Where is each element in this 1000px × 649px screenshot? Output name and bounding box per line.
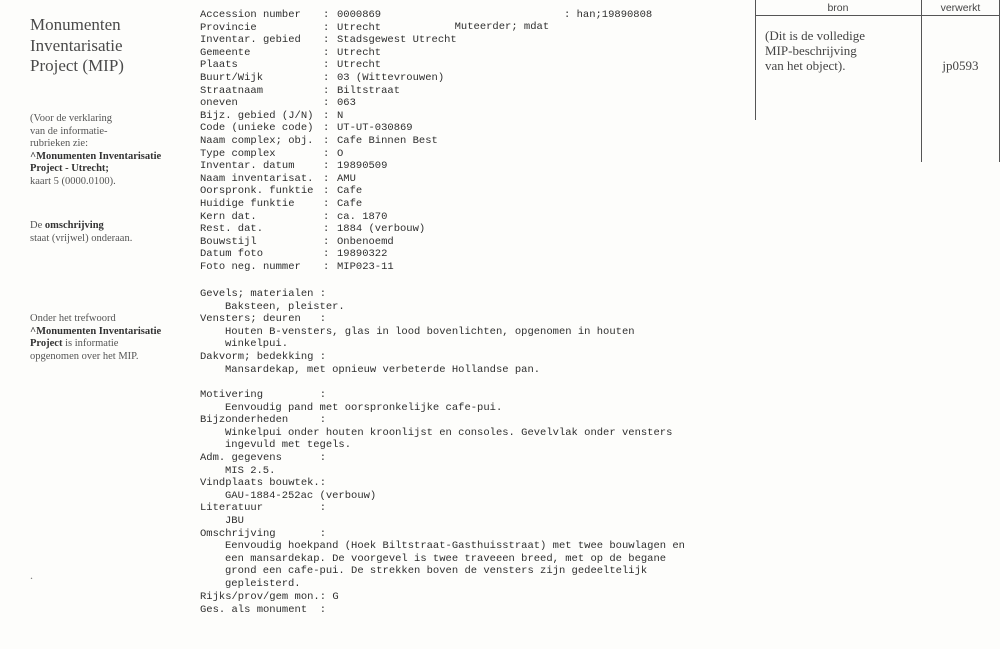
- section-heading: Vensters; deuren :: [200, 313, 327, 326]
- field-value: AMU: [337, 172, 356, 185]
- section-heading: Omschrijving :: [200, 527, 327, 540]
- field-value: 063: [337, 97, 356, 110]
- field-value: Utrecht: [337, 46, 382, 59]
- muteerder-field: [442, 9, 653, 45]
- title-line: Project (MIP): [30, 56, 124, 75]
- field-colon: :: [323, 122, 330, 135]
- field-value: Biltstraat: [337, 84, 401, 97]
- field-value: ca. 1870: [337, 210, 388, 223]
- field-colon: :: [323, 260, 330, 273]
- field-value: Cafe: [337, 197, 363, 210]
- title-line: Monumenten: [30, 15, 121, 34]
- section-text: gepleisterd.: [225, 577, 301, 590]
- section-text: grond een cafe-pui. De strekken boven de vensters zijn gedeeltelijk: [225, 565, 648, 578]
- section-heading: Adm. gegevens :: [200, 451, 327, 464]
- field-row: [200, 185, 457, 198]
- section-heading: Literatuur :: [200, 502, 327, 515]
- field-label: Bouwstijl: [200, 235, 257, 248]
- field-row: [200, 47, 457, 60]
- section-heading: Dakvorm; bedekking :: [200, 350, 327, 363]
- field-colon: :: [323, 147, 330, 160]
- field-colon: :: [323, 172, 330, 185]
- monument-status: [200, 591, 339, 616]
- field-label: Gemeente: [200, 46, 251, 59]
- note-bold-line: Project - Utrecht;: [30, 163, 109, 175]
- verwerkt-cell: [921, 16, 999, 163]
- field-label: Huidige funktie: [200, 197, 295, 210]
- field-row: [200, 223, 457, 236]
- bron-line: (Dit is de volledige: [765, 28, 866, 43]
- field-colon: :: [323, 84, 330, 97]
- field-row: [200, 135, 457, 148]
- note-line: kaart 5 (0000.0100).: [30, 175, 116, 187]
- field-label: Code (unieke code): [200, 122, 314, 135]
- muteerder-value: : han;19890808: [564, 9, 653, 21]
- section-heading: Bijzonderheden :: [200, 414, 327, 427]
- field-colon: :: [323, 34, 330, 47]
- note-text: is informatie: [65, 338, 119, 350]
- section-text: Houten B-vensters, glas in lood bovenlichten, opgenomen in houten: [225, 325, 635, 338]
- field-value: 0000869: [337, 9, 382, 21]
- field-colon: :: [323, 210, 330, 223]
- field-colon: :: [323, 9, 330, 21]
- field-colon: :: [323, 160, 330, 173]
- section-heading: Rijks/prov/gem mon.: G: [200, 591, 339, 603]
- field-label: Provincie: [200, 21, 257, 34]
- field-value: Onbenoemd: [337, 235, 394, 248]
- note-line: opgenomen over het MIP.: [30, 350, 139, 362]
- table-left-rule: [755, 0, 756, 120]
- section-text: Baksteen, pleister.: [225, 300, 345, 313]
- field-colon: :: [323, 235, 330, 248]
- field-label: Inventar. datum: [200, 160, 295, 173]
- field-value: N: [337, 109, 344, 122]
- field-colon: :: [323, 134, 330, 147]
- field-colon: :: [323, 197, 330, 210]
- note-line: Onder het trefwoord: [30, 313, 116, 324]
- field-colon: :: [323, 185, 330, 198]
- field-row: [200, 72, 457, 85]
- field-label: Naam inventarisat.: [200, 172, 314, 185]
- field-row: [200, 160, 457, 173]
- section-text: Winkelpui onder houten kroonlijst en consoles. Gevelvlak onder vensters: [225, 426, 673, 439]
- description-sections-1: [200, 288, 635, 376]
- field-row: [200, 59, 457, 72]
- field-row: [200, 110, 457, 123]
- note-omschrijving: [30, 220, 132, 245]
- field-row: [200, 211, 457, 224]
- section-text: een mansardekap. De voorgevel is twee traveeen breed, met op de begane: [225, 552, 667, 565]
- field-value: 1884 (verbouw): [337, 223, 426, 236]
- record-fields: [200, 9, 457, 273]
- field-row: [200, 97, 457, 110]
- field-row: [200, 122, 457, 135]
- field-label: Buurt/Wijk: [200, 71, 264, 84]
- field-label: Inventar. gebied: [200, 34, 301, 47]
- field-value: 19890509: [337, 160, 388, 173]
- note-bold: omschrijving: [44, 220, 104, 231]
- bron-header: bron: [755, 0, 921, 16]
- field-row: [200, 248, 457, 261]
- field-colon: :: [323, 21, 330, 34]
- section-heading: Ges. als monument :: [200, 603, 327, 616]
- field-label: Naam complex; obj.: [200, 134, 314, 147]
- field-row: [200, 173, 457, 186]
- section-text: GAU-1884-252ac (verbouw): [225, 489, 377, 502]
- field-value: Utrecht: [337, 59, 382, 72]
- section-text: winkelpui.: [225, 338, 289, 351]
- field-value: 19890322: [337, 248, 388, 261]
- note-line: rubrieken zie:: [30, 138, 89, 150]
- field-colon: :: [323, 46, 330, 59]
- field-value: Utrecht: [337, 21, 382, 34]
- field-label: Accession number: [200, 9, 301, 21]
- field-label: oneven: [200, 97, 238, 110]
- field-label: Straatnaam: [200, 84, 264, 97]
- field-row: [200, 85, 457, 98]
- field-value: O: [337, 147, 344, 160]
- field-row: [200, 34, 457, 47]
- field-colon: :: [323, 97, 330, 110]
- note-line: (Voor de verklaring: [30, 113, 113, 124]
- field-row: [200, 22, 457, 35]
- verwerkt-header: verwerkt: [921, 0, 999, 16]
- section-text: ingevuld met tegels.: [225, 439, 352, 452]
- section-heading: Gevels; materialen :: [200, 288, 327, 300]
- note-bold: Project: [30, 338, 63, 350]
- field-label: Datum foto: [200, 248, 264, 261]
- field-colon: :: [323, 109, 330, 122]
- field-row: [200, 198, 457, 211]
- muteerder-label: Muteerder; mdat: [454, 21, 550, 33]
- note-verklaring: [30, 113, 161, 189]
- bron-line: van het object).: [765, 58, 846, 73]
- note-line: van de informatie-: [30, 125, 108, 137]
- title-line: Inventarisatie: [30, 35, 123, 55]
- section-text: Mansardekap, met opnieuw verbeterde Hollandse pan.: [225, 363, 541, 376]
- section-text: MIS 2.5.: [225, 464, 276, 477]
- verwerkt-value: jp0593: [942, 58, 979, 73]
- note-bold-line: ^Monumenten Inventarisatie: [30, 325, 162, 337]
- field-value: UT-UT-030869: [337, 122, 413, 135]
- bron-table: [755, 0, 1000, 162]
- section-heading: Vindplaats bouwtek.:: [200, 477, 327, 490]
- field-value: 03 (Wittevrouwen): [337, 71, 445, 84]
- field-label: Foto neg. nummer: [200, 260, 301, 273]
- field-colon: :: [323, 223, 330, 236]
- field-row: [200, 236, 457, 249]
- field-row: [200, 261, 457, 274]
- note-text: De: [30, 220, 43, 231]
- field-value: Cafe Binnen Best: [337, 134, 438, 147]
- section-text: Eenvoudig pand met oorspronkelijke cafe-pui.: [225, 401, 503, 414]
- section-text: Eenvoudig hoekpand (Hoek Biltstraat-Gasthuisstraat) met twee bouwlagen en: [225, 540, 685, 553]
- section-heading: Motivering :: [200, 389, 327, 401]
- bron-cell: [755, 16, 921, 163]
- field-colon: :: [323, 59, 330, 72]
- field-label: Rest. dat.: [200, 223, 264, 236]
- field-label: Bijz. gebied (J/N): [200, 109, 314, 122]
- field-label: Kern dat.: [200, 210, 257, 223]
- section-text: JBU: [225, 514, 244, 527]
- field-colon: :: [323, 248, 330, 261]
- note-trefwoord: [30, 313, 161, 363]
- field-row: [200, 9, 457, 22]
- field-label: Oorspronk. funktie: [200, 185, 314, 198]
- field-value: Stadsgewest Utrecht: [337, 34, 457, 47]
- field-label: Plaats: [200, 59, 238, 72]
- field-colon: :: [323, 71, 330, 84]
- project-title: [30, 15, 124, 77]
- bron-line: MIP-beschrijving: [765, 43, 857, 58]
- field-label: Type complex: [200, 147, 276, 160]
- description-sections-2: [200, 389, 685, 591]
- note-line: staat (vrijwel) onderaan.: [30, 232, 133, 244]
- speck: .: [30, 568, 33, 582]
- field-value: MIP023-11: [337, 260, 394, 273]
- field-value: Cafe: [337, 185, 363, 198]
- field-row: [200, 148, 457, 161]
- note-bold-line: ^Monumenten Inventarisatie: [30, 150, 162, 162]
